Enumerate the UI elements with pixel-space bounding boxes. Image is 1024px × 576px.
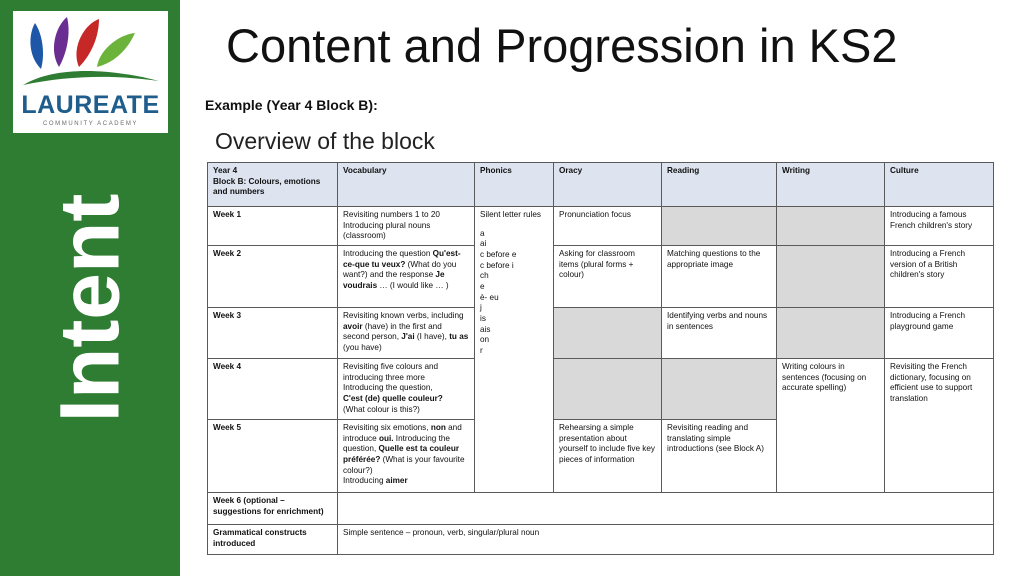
week-label: Week 5 xyxy=(208,419,338,492)
header-reading: Reading xyxy=(662,163,777,207)
phonics-item: ch xyxy=(480,271,489,281)
vocab-text: Introducing xyxy=(343,476,386,486)
oracy-cell: Rehearsing a simple presentation about yourself to include five key pieces of information xyxy=(554,419,662,492)
vocab-text: (you have) xyxy=(343,342,382,352)
logo-petals-icon xyxy=(13,11,168,91)
table-row xyxy=(208,245,994,307)
week-label: Week 2 xyxy=(208,245,338,307)
vocab-phrase: oui. xyxy=(378,433,394,443)
header-vocabulary: Vocabulary xyxy=(338,163,475,207)
phonics-item: c before e xyxy=(480,249,517,259)
culture-cell: Introducing a French version of a British children's story xyxy=(885,245,994,307)
vocab-text: Revisiting six emotions, xyxy=(343,422,431,432)
page-title: Content and Progression in KS2 xyxy=(226,19,898,72)
example-label: Example (Year 4 Block B): xyxy=(205,97,378,113)
vocabulary-cell xyxy=(338,245,475,307)
reading-cell-empty xyxy=(662,358,777,419)
table-row xyxy=(208,307,994,358)
corner-cell xyxy=(208,163,338,207)
phonics-item: j xyxy=(480,303,482,313)
table-row xyxy=(208,492,994,524)
week-label: Week 4 xyxy=(208,358,338,419)
oracy-cell: Pronunciation focus xyxy=(554,207,662,246)
culture-cell: Introducing a famous French children's story xyxy=(885,207,994,246)
intent-label: Intent xyxy=(42,193,137,423)
culture-cell: Introducing a French playground game xyxy=(885,307,994,358)
phonics-item: ai xyxy=(480,239,487,249)
table-row xyxy=(208,358,994,419)
oracy-cell: Asking for classroom items (plural forms + colour) xyxy=(554,245,662,307)
vocab-phrase: C'est (de) quelle couleur? xyxy=(343,393,443,403)
phonics-spacer xyxy=(480,221,548,229)
phonics-item: e xyxy=(480,281,485,291)
culture-cell: Revisiting the French dictionary, focusing on efficient use to support translation xyxy=(885,358,994,492)
vocab-text: Introducing the question, xyxy=(343,433,450,454)
vocab-phrase: non xyxy=(430,422,446,432)
vocab-phrase: avoir xyxy=(343,321,363,331)
writing-cell-empty xyxy=(777,245,885,307)
block-overview-table xyxy=(207,162,994,555)
vocab-line: Revisiting numbers 1 to 20 xyxy=(343,210,440,219)
vocabulary-cell xyxy=(338,419,475,492)
vocabulary-cell xyxy=(338,207,475,246)
grammar-cell: Simple sentence – pronoun, verb, singular/plural noun xyxy=(338,524,994,554)
phonics-item: r xyxy=(480,345,483,355)
vocab-text: … (I would like … ) xyxy=(377,280,449,290)
reading-cell-empty xyxy=(662,207,777,246)
phonics-item: c before i xyxy=(480,260,514,270)
writing-cell-empty xyxy=(777,207,885,246)
vocab-phrase: J'ai xyxy=(401,332,415,342)
logo-subtitle: COMMUNITY ACADEMY xyxy=(42,121,139,127)
reading-cell: Matching questions to the appropriate image xyxy=(662,245,777,307)
vocab-phrase: Je voudrais xyxy=(343,270,445,290)
vocab-line: Revisiting five colours and introducing three more xyxy=(343,361,439,382)
overview-heading: Overview of the block xyxy=(215,128,435,154)
oracy-cell-empty xyxy=(554,358,662,419)
vocab-text: Revisiting known verbs, including xyxy=(343,310,464,320)
vocab-text: (What is your favourite colour?) xyxy=(343,454,465,475)
vocab-text: and introduce xyxy=(343,422,462,443)
vocab-phrase: tu as xyxy=(449,332,469,342)
phonics-cell xyxy=(475,207,554,493)
vocab-text: Introducing the question xyxy=(343,248,433,258)
sidebar xyxy=(0,0,180,576)
grammar-label: Grammatical constructs introduced xyxy=(208,524,338,554)
writing-cell-empty xyxy=(777,307,885,358)
logo xyxy=(13,11,168,133)
table-header-row xyxy=(208,163,994,207)
corner-year: Year 4 xyxy=(213,166,238,175)
logo-wordmark: LAUREATE xyxy=(21,91,160,119)
corner-block: Block B: Colours, emotions and numbers xyxy=(213,176,321,197)
header-oracy: Oracy xyxy=(554,163,662,207)
vocab-phrase: Qu'est-ce-que tu veux? xyxy=(343,248,461,269)
phonics-item: on xyxy=(480,335,490,345)
phonics-item: is xyxy=(480,313,486,323)
week-label: Week 1 xyxy=(208,207,338,246)
header-phonics: Phonics xyxy=(475,163,554,207)
header-culture: Culture xyxy=(885,163,994,207)
week-label: Week 6 (optional – suggestions for enrichment) xyxy=(208,492,338,524)
reading-cell: Revisiting reading and translating simple introductions (see Block A) xyxy=(662,419,777,492)
vocab-line xyxy=(343,394,469,405)
phonics-item: a xyxy=(480,228,485,238)
vocab-text: (I have), xyxy=(414,332,450,342)
phonics-item: è- eu xyxy=(480,292,499,302)
oracy-cell-empty xyxy=(554,307,662,358)
vocab-phrase: Quelle est ta couleur préférée? xyxy=(343,444,460,464)
table-row xyxy=(208,207,994,246)
phonics-item: ais xyxy=(480,324,491,334)
week-label: Week 3 xyxy=(208,307,338,358)
vocabulary-cell xyxy=(338,307,475,358)
table-row xyxy=(208,524,994,554)
vocab-phrase: aimer xyxy=(385,476,408,486)
writing-cell: Writing colours in sentences (focusing on accurate spelling) xyxy=(777,358,885,492)
header-writing: Writing xyxy=(777,163,885,207)
vocab-line: Introducing the question, xyxy=(343,383,433,393)
enrichment-cell-empty xyxy=(338,492,994,524)
reading-cell: Identifying verbs and nouns in sentences xyxy=(662,307,777,358)
vocab-line: (What colour is this?) xyxy=(343,404,420,414)
vocab-line: Introducing plural nouns (classroom) xyxy=(343,220,431,241)
vocab-text: (have) in the first and second person, xyxy=(343,321,442,342)
vocabulary-cell xyxy=(338,358,475,419)
vocab-text: (What do you want?) and the response xyxy=(343,259,457,280)
phonics-title: Silent letter rules xyxy=(480,210,541,219)
